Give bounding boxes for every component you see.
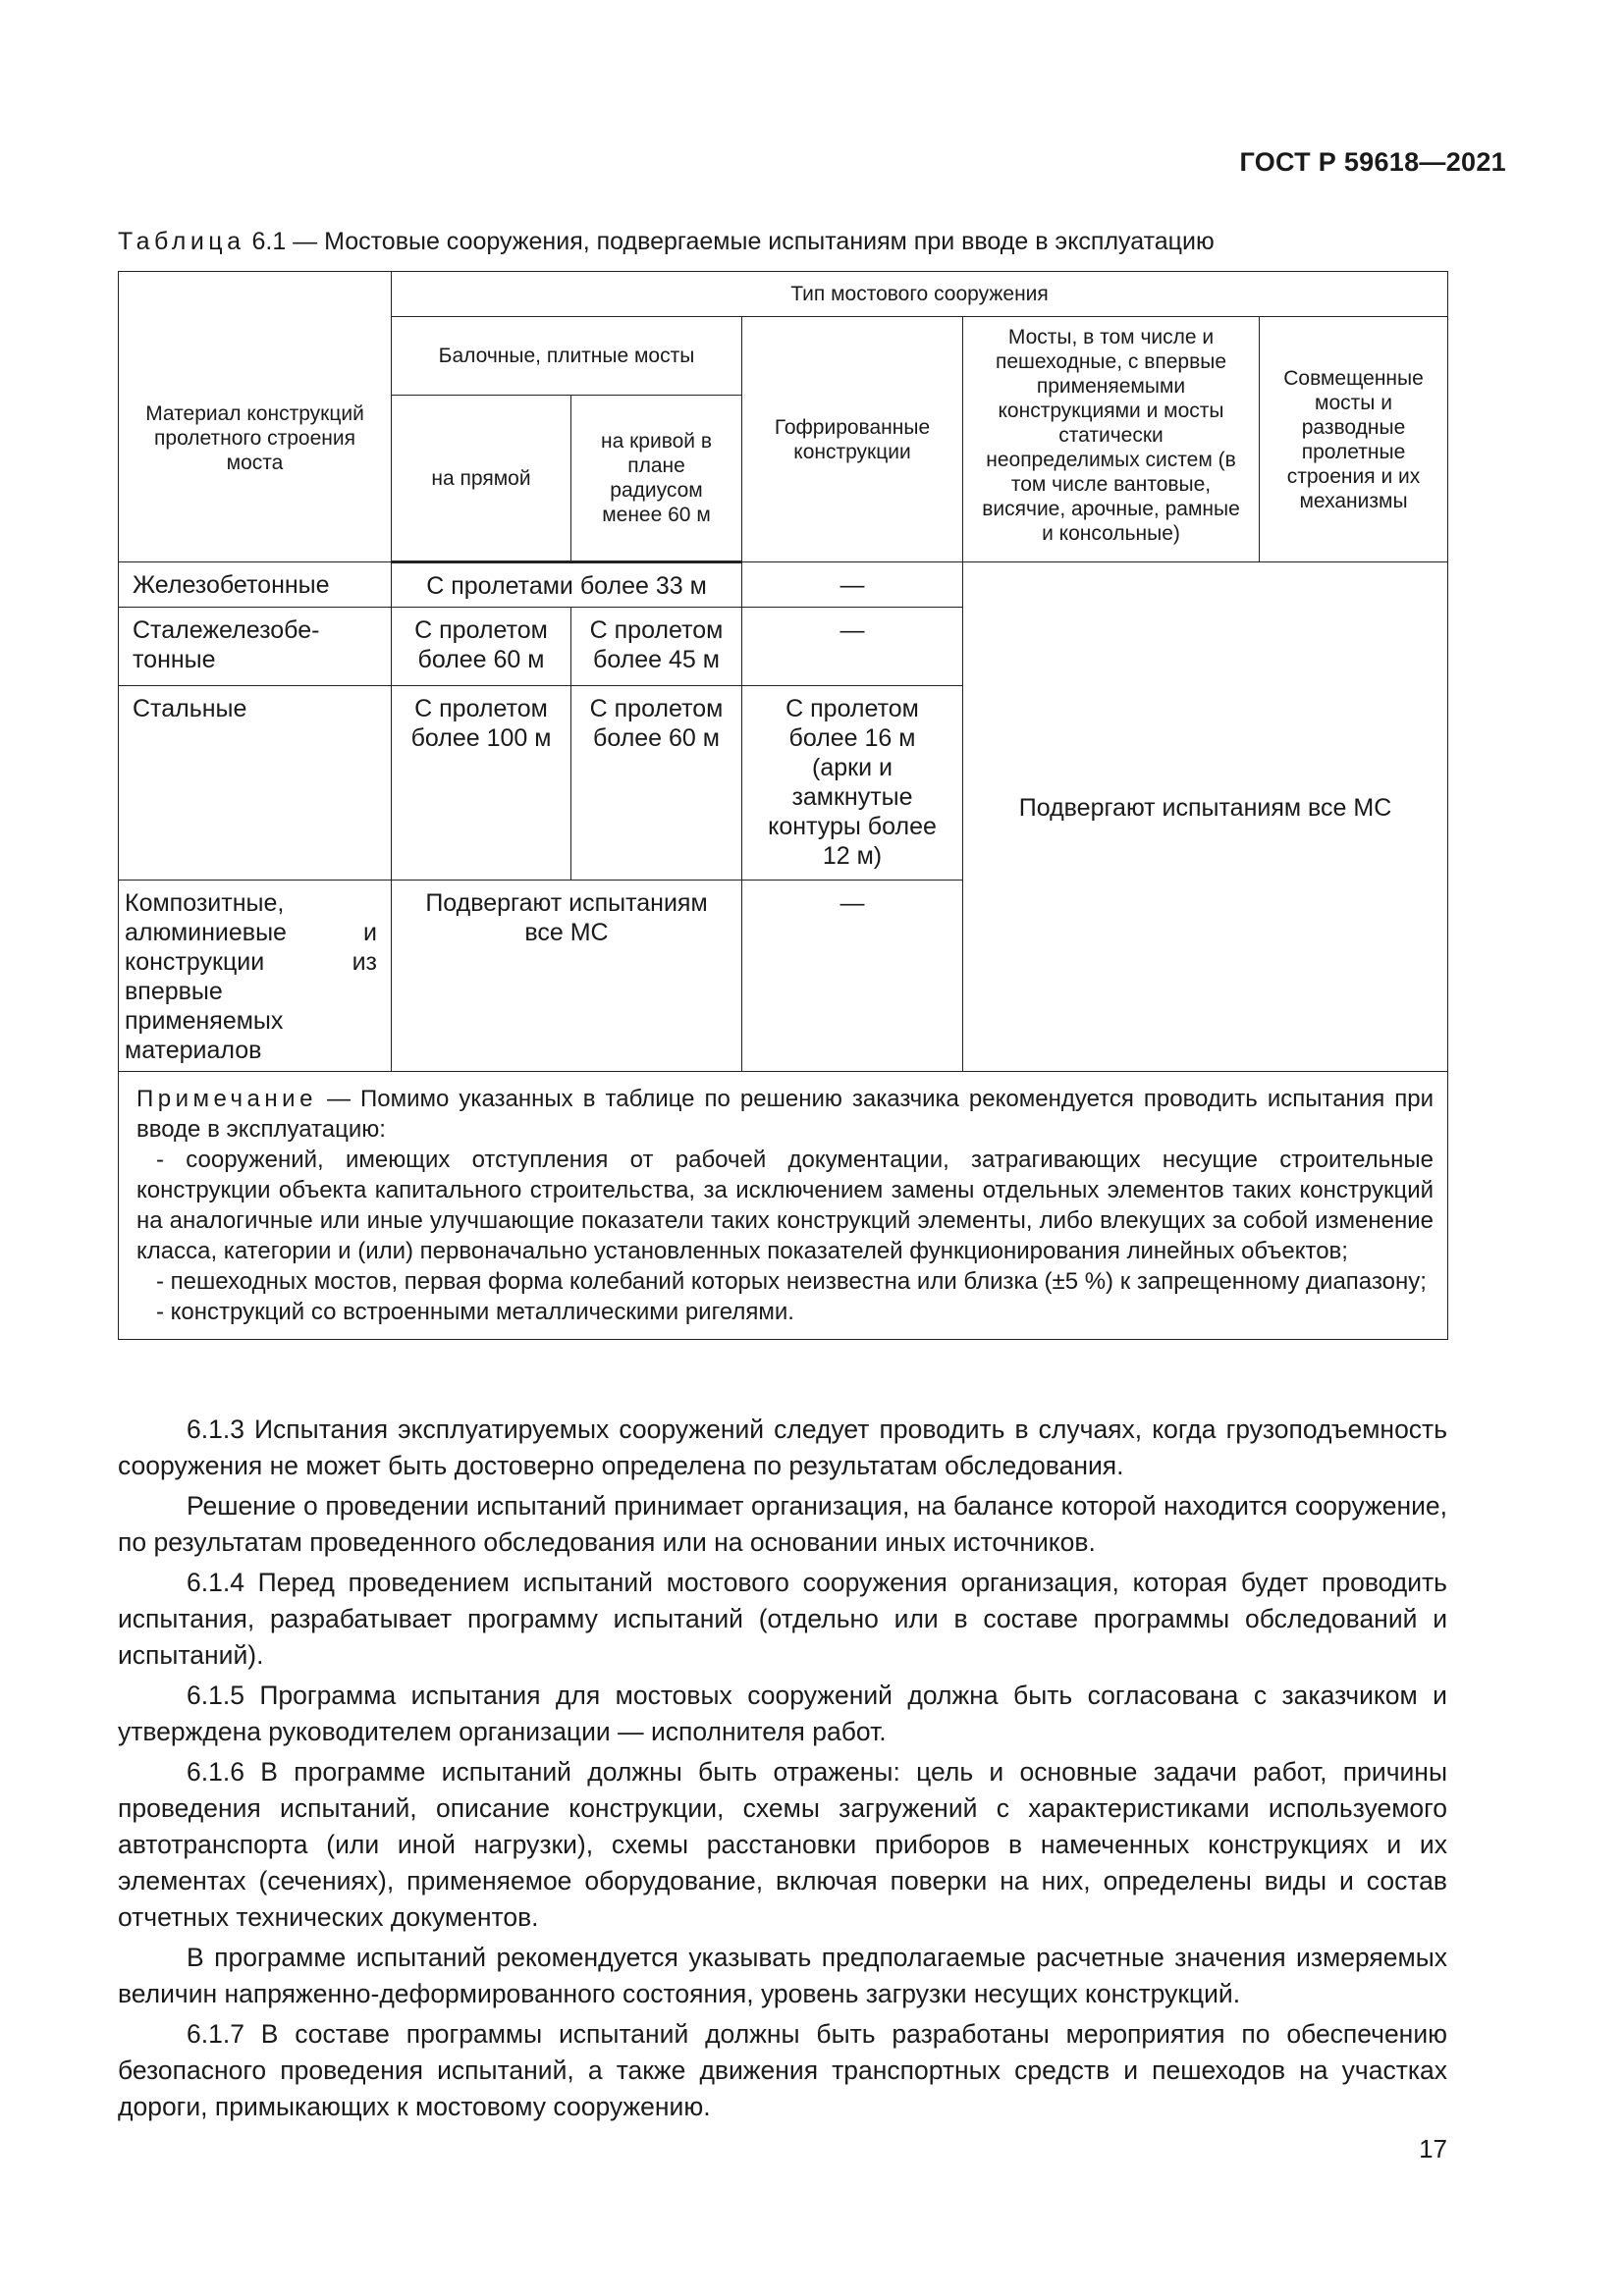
header-material-text: Материал конструкций пролетного строения моста: [145, 402, 364, 474]
header-corrugated-text: Гофрированные конструкции: [774, 415, 931, 463]
header-beam-slab: Балочные, плитные мосты: [392, 317, 742, 396]
note-label: Примечание: [136, 1086, 317, 1112]
row-straight: С пролетом более 60 м: [392, 608, 571, 686]
header-curve-text: на кривой в плане радиусом менее 60 м: [600, 430, 713, 526]
header-type-group: Тип мостового сооружения: [392, 272, 1448, 317]
row-curve-text: С пролетом более 60 м: [589, 695, 724, 752]
paragraph: 6.1.5 Программа испытания для мостовых сооружений должна быть согласована с заказчиком и утверждена руководителем организации — исполнителя работ.: [118, 1681, 1447, 1746]
row-material: Стальные: [119, 686, 392, 881]
note-intro: — Помимо указанных в таблице по решению заказчика рекомендуется проводить испытания при вводе в эксплуатацию:: [136, 1086, 1435, 1143]
paragraph: 6.1.4 Перед проведением испытаний мостового сооружения организация, которая будет проводить испытания, разрабатывает программу испытаний (отдельно или в составе программы обследований и испытаний).: [118, 1568, 1447, 1670]
row-material: [119, 608, 392, 686]
bridge-test-table: [118, 271, 1448, 1340]
table-caption: [118, 228, 1215, 256]
row-curve: С пролетом более 45 м: [571, 608, 742, 686]
table-note: [119, 1072, 1448, 1340]
header-material: [119, 272, 392, 562]
paragraph: В программе испытаний рекомендуется указывать предполагаемые расчетные значения измеряемых величин напряженно-деформированного состояния, уровень загрузки несущих конструкций.: [118, 1943, 1447, 2008]
paragraph: 6.1.7 В составе программы испытаний должны быть разработаны мероприятия по обеспечению безопасного проведения испытаний, а также движения транспортных средств и пешеходов на участках дороги, примыкающих к мостовому сооружению.: [118, 2019, 1447, 2121]
row-corrugated-text: С пролетом более 16 м (арки и замкнутые контуры более 12 м): [768, 695, 937, 870]
paragraph: 6.1.3 Испытания эксплуатируемых сооружений следует проводить в случаях, когда грузоподъемность сооружения не может быть достоверно определена по результатам обследования.: [118, 1415, 1447, 1480]
paragraph: 6.1.6 В программе испытаний должны быть отражены: цель и основные задачи работ, причины проведения испытаний, описание конструкции, схемы загружений с характеристиками используемого автотранспорта (или иной нагрузки), схемы расстановки приборов в намеченных конструкциях и их элементах (сечениях), применяемое оборудование, включая поверки на них, определены виды и состав отчетных технических документов.: [118, 1757, 1447, 1932]
header-new-static: [963, 317, 1260, 562]
table-caption-label: Таблица: [118, 228, 245, 255]
page-number: 17: [1419, 2134, 1447, 2163]
header-new-static-text: Мосты, в том числе и пешеходные, с впервые применяемыми конструкциями и мосты статически неопределимых систем (в том числе вантовые, висячие, арочные, рамные и консольные): [982, 326, 1240, 545]
header-straight: на прямой: [392, 396, 571, 562]
table-caption-text: 6.1 — Мостовые сооружения, подвергаемые испытаниям при вводе в эксплуатацию: [244, 228, 1215, 255]
row-beam-span: [392, 881, 742, 1072]
row-curve: [571, 686, 742, 881]
body-text: [118, 1412, 1447, 2129]
row-straight-text: С пролетом более 100 м: [410, 695, 552, 752]
document-code-header: ГОСТ Р 59618—2021: [1239, 147, 1506, 177]
row-corrugated: —: [742, 562, 963, 608]
merged-all-tested-text: Подвергают испытаниям все МС: [1018, 794, 1392, 822]
paragraph: Решение о проведении испытаний принимает организация, на балансе которой находится сооружение, по результатам проведенного обследования или на основании иных источников.: [118, 1491, 1447, 1557]
row-beam-span-text: Подвергают испытаниям все МС: [425, 889, 708, 946]
note-item: - конструкций со встроенными металлическими ригелями.: [156, 1299, 794, 1325]
note-item: - сооружений, имеющих отступления от рабочей документации, затрагивающих несущие строительные конструкции объекта капитального строительства, за исключением замены отдельных элементов таких конструкций на аналогичные или иные улучшающие показатели таких конструкций элементы, либо влекущих за собой изменение класса, категории и (или) первоначально установленных показателей функционирования линейных объектов;: [136, 1147, 1435, 1264]
row-corrugated: —: [742, 608, 963, 686]
note-item: - пешеходных мостов, первая форма колебаний которых неизвестна или близка (±5 %) к запрещенному диапазону;: [156, 1268, 1427, 1295]
row-beam-span: С пролетами более 33 м: [392, 562, 742, 608]
header-combined-text: Совмещенные мосты и разводные пролетные строения и их механизмы: [1283, 366, 1424, 512]
row-material: Композитные, алюминиевые и конструкции из впервые применяемых материалов: [119, 881, 392, 1072]
row-material-text: Сталежелезобе-тонные: [133, 616, 320, 673]
header-curve: [571, 396, 742, 562]
header-corrugated: [742, 317, 963, 562]
header-combined: [1260, 317, 1448, 562]
row-material: Железобетонные: [119, 562, 392, 608]
row-corrugated: [742, 686, 963, 881]
merged-all-tested-cell: [963, 562, 1448, 1072]
row-corrugated: —: [742, 881, 963, 1072]
row-straight: [392, 686, 571, 881]
